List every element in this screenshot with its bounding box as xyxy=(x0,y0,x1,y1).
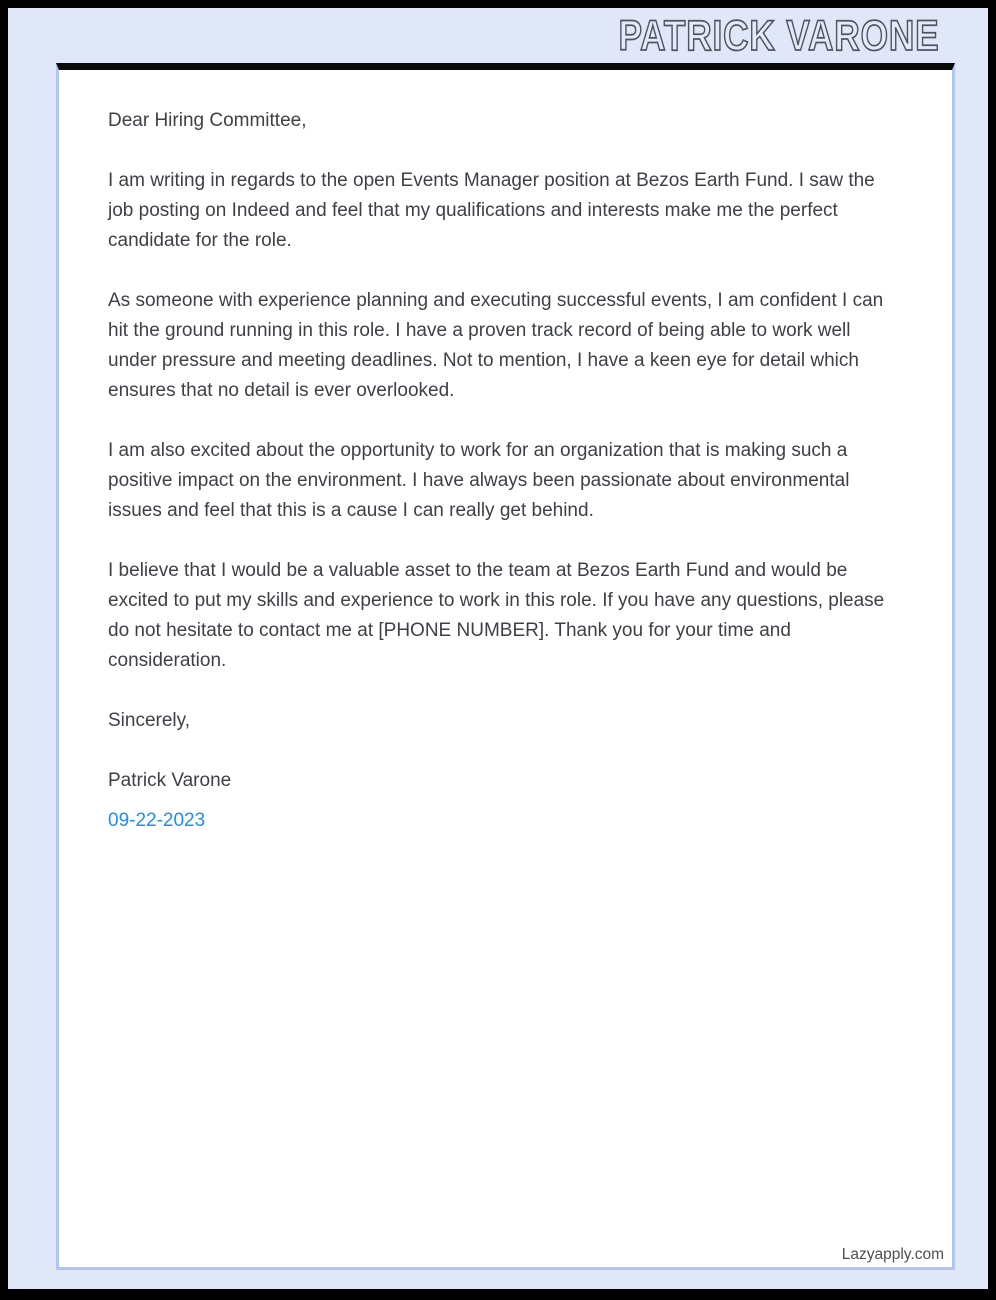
salutation: Dear Hiring Committee, xyxy=(108,110,307,131)
signature-name: Patrick Varone xyxy=(108,770,232,791)
paragraph-intro: I am writing in regards to the open Events Manager position at Bezos Earth Fund. I saw the job posting on Indeed and feel that my qualifications and interests make me the perfect candidate for the role. xyxy=(108,170,875,251)
paragraph-motivation: I am also excited about the opportunity to work for an organization that is making such a positive impact on the environment. I have always been passionate about environmental issues and feel that this is a cause I can really get behind. xyxy=(108,440,850,521)
applicant-name-header: PATRICK VARONE xyxy=(618,12,939,60)
paragraph-experience: As someone with experience planning and executing successful events, I am confident I can hit the ground running in this role. I have a proven track record of being able to work well under pressure and meeting deadlines. Not to mention, I have a keen eye for detail which ensures that no detail is ever overlooked. xyxy=(108,290,884,401)
lazyapply-watermark: Lazyapply.com xyxy=(841,1246,944,1263)
closing-salutation: Sincerely, xyxy=(108,710,191,731)
letter-date[interactable]: 09-22-2023 xyxy=(108,810,206,831)
letter-page xyxy=(56,63,955,1270)
paragraph-closing-pitch: I believe that I would be a valuable asset to the team at Bezos Earth Fund and would be excited to put my skills and experience to work in this role. If you have any questions, please do not hesitate to contact me at [PHONE NUMBER]. Thank you for your time and consideration. xyxy=(108,560,885,671)
